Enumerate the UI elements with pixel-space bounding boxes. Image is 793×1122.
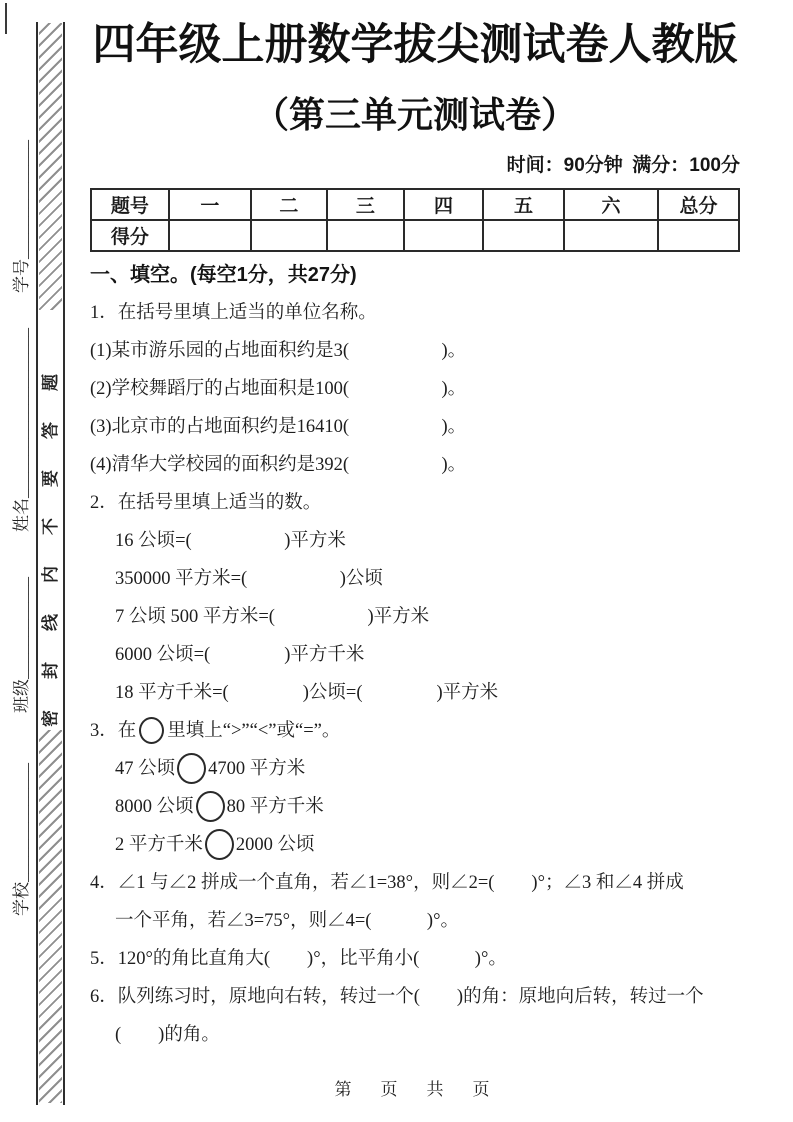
blank-circle-icon — [177, 753, 206, 784]
comparison-left: 8000 公顷 — [115, 797, 194, 817]
blank-circle-icon — [196, 791, 225, 822]
score-table — [90, 188, 740, 252]
stem-3-post: 里填上“>”“<”或“=”。 — [167, 721, 341, 741]
score-table-column-header: 题号 — [91, 189, 169, 220]
page-subtitle: （第三单元测试卷） — [252, 94, 577, 135]
question-item: (1)某市游乐园的占地面积约是3( )。 — [90, 341, 467, 361]
score-cell — [483, 220, 564, 251]
blank-circle-icon — [139, 717, 164, 744]
score-cell — [327, 220, 404, 251]
question-item: (4)清华大学校园的面积约是392( )。 — [90, 455, 467, 475]
question-item — [90, 788, 740, 826]
page-edge-mark — [5, 3, 7, 34]
question-item: 350000 平方米=( )公顷 — [115, 569, 383, 589]
seal-border-left — [36, 22, 38, 1105]
section-heading: 一、填空。(每空1分，共27分) — [90, 264, 357, 286]
score-table-column-header: 五 — [483, 189, 564, 220]
page-footer: 第 页 共 页 — [334, 1080, 496, 1099]
question-continuation: ( )的角。 — [115, 1025, 220, 1045]
score-cell — [564, 220, 658, 251]
question-stem-4: 4．∠1 与∠2 拼成一个直角，若∠1=38°，则∠2=( )°；∠3 和∠4 拼成 — [90, 873, 684, 893]
blank-circle-icon — [205, 829, 234, 860]
score-table-column-header: 二 — [251, 189, 327, 220]
class-field: 班级____________ — [12, 577, 31, 713]
page-title: 四年级上册数学拔尖测试卷人教版 — [92, 21, 738, 69]
score-table-column-header: 总分 — [658, 189, 739, 220]
school-field: 学校______________ — [12, 763, 31, 916]
student-name-field: 姓名____________________ — [12, 328, 31, 532]
question-continuation: 一个平角，若∠3=75°，则∠4=( )°。 — [115, 911, 459, 931]
stem-3-pre: 3．在 — [90, 721, 137, 741]
score-cell — [169, 220, 251, 251]
score-table-column-header: 四 — [404, 189, 483, 220]
score-cell — [251, 220, 327, 251]
comparison-right: 80 平方千米 — [226, 797, 324, 817]
question-stem-5: 5．120°的角比直角大( )°，比平角小( )°。 — [90, 949, 507, 969]
score-cell — [404, 220, 483, 251]
question-stem-1: 1．在括号里填上适当的单位名称。 — [90, 303, 377, 323]
question-item: 7 公顷 500 平方米=( )平方米 — [115, 607, 430, 627]
question-item: 18 平方千米=( )公顷=( )平方米 — [115, 683, 499, 703]
comparison-left: 2 平方千米 — [115, 835, 203, 855]
question-stem-2: 2．在括号里填上适当的数。 — [90, 493, 322, 513]
score-table-column-header: 三 — [327, 189, 404, 220]
seal-hatch-top — [39, 23, 62, 310]
score-row-label: 得分 — [91, 220, 169, 251]
score-table-header-row — [91, 189, 739, 220]
question-item: (3)北京市的占地面积约是16410( )。 — [90, 417, 467, 437]
question-stem-6: 6．队列练习时，原地向右转，转过一个( )的角：原地向后转，转过一个 — [90, 987, 704, 1007]
seal-text: 密封线内不要答题 — [41, 343, 60, 727]
score-table-column-header: 一 — [169, 189, 251, 220]
question-item — [90, 826, 740, 864]
question-item: (2)学校舞蹈厅的占地面积是100( )。 — [90, 379, 467, 399]
comparison-right: 2000 公顷 — [235, 835, 315, 855]
seal-border-right — [63, 22, 65, 1105]
score-cell — [658, 220, 739, 251]
question-item: 6000 公顷=( )平方千米 — [115, 645, 365, 665]
score-table-score-row — [91, 220, 739, 251]
seal-hatch-bottom — [39, 730, 62, 1103]
question-stem-3 — [90, 712, 740, 750]
exam-info: 时间：90分钟 满分：100分 — [506, 155, 740, 176]
comparison-left: 47 公顷 — [115, 759, 176, 779]
comparison-right: 4700 平方米 — [208, 759, 306, 779]
score-table-column-header: 六 — [564, 189, 658, 220]
student-id-field: 学号______________ — [12, 140, 31, 293]
question-item: 16 公顷=( )平方米 — [115, 531, 346, 551]
question-item — [90, 750, 740, 788]
paper-content — [90, 20, 740, 1054]
